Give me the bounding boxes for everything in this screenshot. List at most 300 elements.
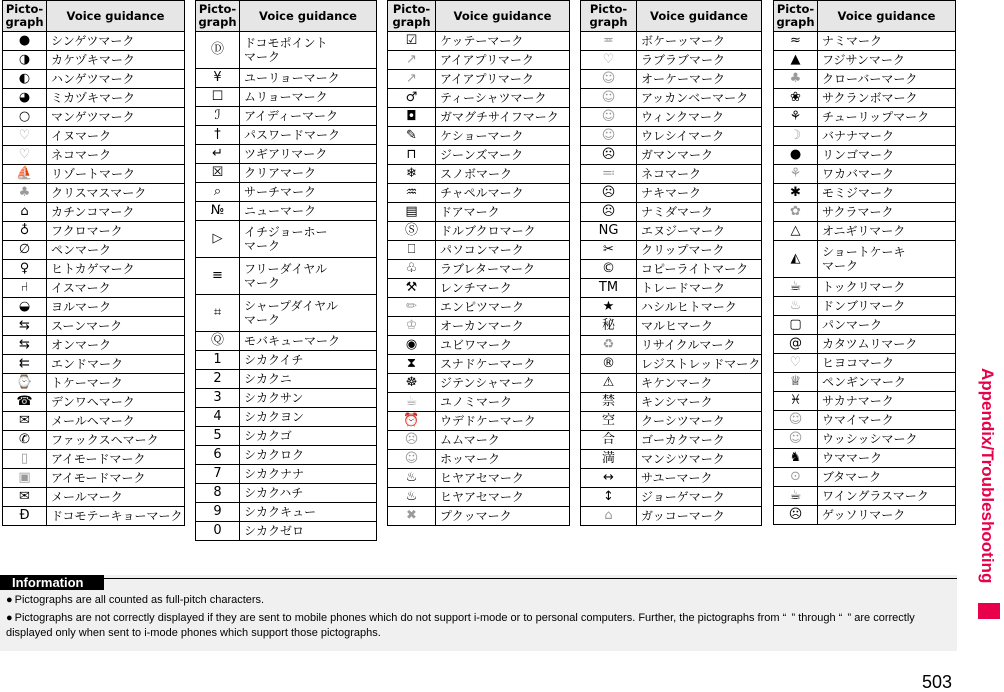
- voice-guidance-label: ガッコーマーク: [637, 507, 762, 526]
- picto-header: Picto- graph: [196, 1, 240, 32]
- voice-guidance-label: ペンマーク: [47, 241, 185, 260]
- pictograph-row: [581, 165, 762, 184]
- pictograph-icon: ⌂: [3, 203, 47, 222]
- voice-guidance-label: ウッシッシマーク: [818, 430, 956, 449]
- pictograph-row: [581, 507, 762, 526]
- voice-guidance-label: パンマーク: [818, 316, 956, 335]
- pictograph-row: [196, 503, 377, 522]
- voice-guidance-label: リンゴマーク: [818, 146, 956, 165]
- pictograph-row: [388, 355, 570, 374]
- pictograph-icon: ❀: [774, 89, 818, 108]
- pictograph-icon: ▢: [774, 316, 818, 335]
- voice-guidance-label: レジストレッドマーク: [637, 355, 762, 374]
- pictograph-icon: ♡: [3, 127, 47, 146]
- pictograph-row: [581, 108, 762, 127]
- voice-guidance-label: ゴーカクマーク: [637, 431, 762, 450]
- voice-guidance-label: オンマーク: [47, 336, 185, 355]
- voice-guidance-label: ショートケーキ マーク: [818, 241, 956, 278]
- pictograph-row: [196, 221, 377, 258]
- pictograph-icon: 秘: [581, 317, 637, 336]
- pictograph-icon: ♡: [774, 354, 818, 373]
- voice-guidance-label: キケンマーク: [637, 374, 762, 393]
- voice-guidance-label: ヒヤアセマーク: [436, 488, 570, 507]
- pictograph-row: [774, 165, 956, 184]
- pictograph-icon: ●: [774, 146, 818, 165]
- voice-guidance-label: シカクサン: [240, 389, 377, 408]
- pictograph-icon: ⊙: [774, 468, 818, 487]
- pictograph-icon: ☹: [581, 146, 637, 165]
- pictograph-table: [773, 0, 956, 525]
- voice-guidance-label: クーシツマーク: [637, 412, 762, 431]
- voice-guidance-label: トケーマーク: [47, 374, 185, 393]
- pictograph-icon: ✿: [774, 203, 818, 222]
- pictograph-row: [388, 412, 570, 431]
- pictograph-icon: ☺: [581, 108, 637, 127]
- pictograph-row: [196, 484, 377, 503]
- pictograph-icon: 5: [196, 427, 240, 446]
- pictograph-icon: ☕: [774, 487, 818, 506]
- voice-guidance-label: ヒヤアセマーク: [436, 469, 570, 488]
- pictograph-row: [581, 184, 762, 203]
- voice-header: Voice guidance: [436, 1, 570, 32]
- pictograph-row: [388, 279, 570, 298]
- voice-guidance-label: トックリマーク: [818, 278, 956, 297]
- pictograph-row: [581, 32, 762, 51]
- pictograph-table-col5: [773, 0, 956, 525]
- pictograph-row: [774, 297, 956, 316]
- voice-guidance-label: ワイングラスマーク: [818, 487, 956, 506]
- voice-guidance-label: クローバーマーク: [818, 70, 956, 89]
- pictograph-row: [774, 108, 956, 127]
- voice-guidance-label: ジョーゲマーク: [637, 488, 762, 507]
- information-list: [6, 593, 951, 644]
- voice-guidance-label: シカクヨン: [240, 408, 377, 427]
- pictograph-row: [3, 450, 185, 469]
- voice-guidance-label: メールマーク: [47, 488, 185, 507]
- picto-header: Picto- graph: [581, 1, 637, 32]
- voice-guidance-label: アイアプリマーク: [436, 51, 570, 70]
- pictograph-icon: ⇇: [3, 355, 47, 374]
- voice-guidance-label: ドコモポイント マーク: [240, 32, 377, 69]
- pictograph-row: [581, 51, 762, 70]
- voice-header: Voice guidance: [637, 1, 762, 32]
- pictograph-row: [581, 431, 762, 450]
- pictograph-icon: 空: [581, 412, 637, 431]
- pictograph-icon: ≈: [774, 32, 818, 51]
- voice-guidance-label: ツギアリマーク: [240, 145, 377, 164]
- pictograph-row: [388, 317, 570, 336]
- pictograph-row: [196, 465, 377, 484]
- pictograph-icon: ¥: [196, 69, 240, 88]
- voice-guidance-label: オニギリマーク: [818, 222, 956, 241]
- voice-guidance-label: マンシツマーク: [637, 450, 762, 469]
- pictograph-icon: 2: [196, 370, 240, 389]
- pictograph-row: [774, 373, 956, 392]
- pictograph-row: [388, 51, 570, 70]
- pictograph-row: [196, 183, 377, 202]
- pictograph-icon: 7: [196, 465, 240, 484]
- voice-guidance-label: フリーダイヤル マーク: [240, 258, 377, 295]
- pictograph-icon: ✱: [774, 184, 818, 203]
- voice-guidance-label: ファックスヘマーク: [47, 431, 185, 450]
- pictograph-row: [388, 431, 570, 450]
- pictograph-icon: 禁: [581, 393, 637, 412]
- pictograph-icon: Ⓠ: [196, 332, 240, 351]
- pictograph-table-col2: [195, 0, 377, 541]
- pictograph-row: [581, 241, 762, 260]
- pictograph-icon: ☽: [774, 127, 818, 146]
- pictograph-icon: ☸: [388, 374, 436, 393]
- pictograph-icon: ☺: [581, 70, 637, 89]
- information-box: [0, 575, 957, 651]
- pictograph-icon: ▷: [196, 221, 240, 258]
- pictograph-icon: ✎: [388, 127, 436, 146]
- pictograph-row: [3, 317, 185, 336]
- pictograph-table-col4: [580, 0, 762, 526]
- pictograph-row: [581, 222, 762, 241]
- pictograph-row: [196, 164, 377, 183]
- pictograph-icon: ✉: [3, 412, 47, 431]
- pictograph-icon: ∅: [3, 241, 47, 260]
- pictograph-row: [774, 146, 956, 165]
- pictograph-icon: 9: [196, 503, 240, 522]
- information-item: [6, 593, 951, 608]
- pictograph-icon: ⌕: [196, 183, 240, 202]
- voice-guidance-label: シンゲツマーク: [47, 32, 185, 51]
- pictograph-icon: ≕: [581, 165, 637, 184]
- voice-guidance-label: ナミマーク: [818, 32, 956, 51]
- voice-guidance-label: ユーリョーマーク: [240, 69, 377, 88]
- pictograph-row: [3, 355, 185, 374]
- pictograph-icon: ◕: [3, 89, 47, 108]
- voice-guidance-label: フジサンマーク: [818, 51, 956, 70]
- pictograph-row: [774, 278, 956, 297]
- pictograph-icon: ○: [3, 108, 47, 127]
- voice-guidance-label: アイモードマーク: [47, 469, 185, 488]
- pictograph-icon: ☕: [774, 278, 818, 297]
- pictograph-row: [3, 222, 185, 241]
- pictograph-icon: ☹: [581, 184, 637, 203]
- voice-guidance-label: シカクイチ: [240, 351, 377, 370]
- information-text: Pictographs are not correctly displayed if they are sent to mobile phones which do not support i-mode or to personal computers. Further, the pictographs from “ ” through “ ” are correctly displayed only when sent to i-mode phones which support those pictographs.: [6, 612, 915, 639]
- pictograph-icon: ☺: [388, 450, 436, 469]
- voice-guidance-label: ナキマーク: [637, 184, 762, 203]
- pictograph-table: [387, 0, 570, 526]
- voice-guidance-label: ティーシャツマーク: [436, 89, 570, 108]
- pictograph-icon: ✆: [3, 431, 47, 450]
- pictograph-row: [3, 241, 185, 260]
- voice-guidance-label: ガマンマーク: [637, 146, 762, 165]
- pictograph-icon: ◭: [774, 241, 818, 278]
- pictograph-row: [3, 412, 185, 431]
- voice-guidance-label: アイモードマーク: [47, 450, 185, 469]
- pictograph-row: [196, 258, 377, 295]
- side-tab-marker: [978, 603, 1000, 619]
- pictograph-row: [196, 370, 377, 389]
- pictograph-icon: ♧: [388, 260, 436, 279]
- pictograph-row: [388, 70, 570, 89]
- pictograph-row: [774, 506, 956, 525]
- page-number: 503: [922, 672, 953, 692]
- pictograph-row: [388, 336, 570, 355]
- information-item: [6, 611, 951, 641]
- pictograph-icon: ♻: [581, 336, 637, 355]
- voice-guidance-label: チューリップマーク: [818, 108, 956, 127]
- pictograph-icon: 6: [196, 446, 240, 465]
- pictograph-icon: ↗: [388, 70, 436, 89]
- pictograph-icon: ♨: [774, 297, 818, 316]
- pictograph-icon: ●: [3, 32, 47, 51]
- voice-guidance-label: ドコモテーキョーマーク: [47, 507, 185, 526]
- pictograph-icon: ⌂: [581, 507, 637, 526]
- pictograph-icon: ☹: [774, 506, 818, 525]
- pictograph-row: [774, 51, 956, 70]
- pictograph-icon: ☹: [388, 431, 436, 450]
- pictograph-row: [196, 69, 377, 88]
- pictograph-row: [3, 184, 185, 203]
- voice-guidance-label: ネコマーク: [637, 165, 762, 184]
- voice-guidance-label: エンドマーク: [47, 355, 185, 374]
- pictograph-row: [774, 430, 956, 449]
- pictograph-icon: ®: [581, 355, 637, 374]
- information-text: Pictographs are all counted as full-pitch characters.: [14, 594, 265, 606]
- pictograph-icon: ♡: [581, 51, 637, 70]
- pictograph-table: [580, 0, 762, 526]
- pictograph-row: [581, 469, 762, 488]
- voice-guidance-label: ジーンズマーク: [436, 146, 570, 165]
- pictograph-row: [196, 522, 377, 541]
- pictograph-row: [774, 32, 956, 51]
- pictograph-icon: ℐ: [196, 107, 240, 126]
- voice-guidance-label: バナナマーク: [818, 127, 956, 146]
- pictograph-icon: ✉: [3, 488, 47, 507]
- voice-guidance-label: ヨルマーク: [47, 298, 185, 317]
- voice-guidance-label: ドアマーク: [436, 203, 570, 222]
- voice-guidance-label: スナドケーマーク: [436, 355, 570, 374]
- pictograph-row: [581, 127, 762, 146]
- pictograph-row: [3, 108, 185, 127]
- pictograph-row: [196, 351, 377, 370]
- pictograph-icon: ♞: [774, 449, 818, 468]
- voice-guidance-label: ヒヨコマーク: [818, 354, 956, 373]
- pictograph-row: [388, 488, 570, 507]
- voice-guidance-label: パスワードマーク: [240, 126, 377, 145]
- pictograph-row: [774, 241, 956, 278]
- pictograph-row: [774, 89, 956, 108]
- pictograph-row: [581, 298, 762, 317]
- pictograph-row: [388, 89, 570, 108]
- voice-guidance-label: シカクナナ: [240, 465, 377, 484]
- pictograph-row: [3, 32, 185, 51]
- pictograph-row: [581, 70, 762, 89]
- pictograph-row: [774, 449, 956, 468]
- voice-guidance-label: ケショーマーク: [436, 127, 570, 146]
- pictograph-row: [3, 431, 185, 450]
- pictograph-icon: ★: [581, 298, 637, 317]
- pictograph-row: [3, 298, 185, 317]
- pictograph-row: [388, 298, 570, 317]
- pictograph-icon: ⚘: [774, 108, 818, 127]
- pictograph-icon: №: [196, 202, 240, 221]
- pictograph-icon: ◘: [388, 108, 436, 127]
- voice-guidance-label: イスマーク: [47, 279, 185, 298]
- voice-guidance-label: サクランボマーク: [818, 89, 956, 108]
- information-label: Information: [0, 575, 104, 590]
- voice-guidance-label: エンピツマーク: [436, 298, 570, 317]
- voice-guidance-label: デンワヘマーク: [47, 393, 185, 412]
- pictograph-row: [196, 446, 377, 465]
- pictograph-icon: ⚠: [581, 374, 637, 393]
- pictograph-icon: ◉: [388, 336, 436, 355]
- pictograph-icon: ♣: [3, 184, 47, 203]
- pictograph-row: [388, 241, 570, 260]
- pictograph-icon: †: [196, 126, 240, 145]
- pictograph-icon: ⚘: [774, 165, 818, 184]
- pictograph-row: [388, 127, 570, 146]
- pictograph-row: [774, 203, 956, 222]
- pictograph-icon: ☒: [196, 164, 240, 183]
- pictograph-row: [388, 393, 570, 412]
- pictograph-icon: ♨: [388, 469, 436, 488]
- pictograph-row: [196, 389, 377, 408]
- voice-guidance-label: ゲッソリマーク: [818, 506, 956, 525]
- voice-guidance-label: ガマグチサイフマーク: [436, 108, 570, 127]
- pictograph-row: [388, 450, 570, 469]
- pictograph-row: [774, 222, 956, 241]
- pictograph-icon: ⎕: [388, 241, 436, 260]
- pictograph-icon: ☑: [388, 32, 436, 51]
- pictograph-row: [3, 203, 185, 222]
- voice-guidance-label: ヒトカゲマーク: [47, 260, 185, 279]
- pictograph-row: [3, 260, 185, 279]
- pictograph-icon: @: [774, 335, 818, 354]
- voice-guidance-label: オーカンマーク: [436, 317, 570, 336]
- voice-guidance-label: ウデドケーマーク: [436, 412, 570, 431]
- pictograph-icon: 合: [581, 431, 637, 450]
- pictograph-row: [581, 450, 762, 469]
- pictograph-icon: ☕: [388, 393, 436, 412]
- bullet-icon: ●: [6, 594, 13, 606]
- pictograph-row: [196, 408, 377, 427]
- pictograph-row: [388, 507, 570, 526]
- pictograph-row: [3, 165, 185, 184]
- voice-guidance-label: ミカヅキマーク: [47, 89, 185, 108]
- voice-guidance-label: ユノミマーク: [436, 393, 570, 412]
- pictograph-table: [2, 0, 185, 526]
- voice-guidance-label: サクラマーク: [818, 203, 956, 222]
- voice-guidance-label: シャープダイヤル マーク: [240, 295, 377, 332]
- pictograph-icon: ♕: [774, 373, 818, 392]
- pictograph-icon: ♡: [3, 146, 47, 165]
- pictograph-row: [774, 392, 956, 411]
- voice-guidance-label: ブタマーク: [818, 468, 956, 487]
- pictograph-icon: ↕: [581, 488, 637, 507]
- pictograph-row: [388, 108, 570, 127]
- pictograph-icon: ↔: [581, 469, 637, 488]
- pictograph-row: [388, 165, 570, 184]
- voice-header: Voice guidance: [47, 1, 185, 32]
- pictograph-icon: ⌗: [196, 295, 240, 332]
- pictograph-icon: ▤: [388, 203, 436, 222]
- picto-header: Picto- graph: [3, 1, 47, 32]
- information-rule: [0, 578, 957, 579]
- pictograph-row: [774, 316, 956, 335]
- pictograph-row: [3, 89, 185, 108]
- pictograph-icon: 3: [196, 389, 240, 408]
- pictograph-row: [388, 260, 570, 279]
- pictograph-row: [774, 184, 956, 203]
- voice-guidance-label: キンシマーク: [637, 393, 762, 412]
- pictograph-row: [3, 70, 185, 89]
- voice-guidance-label: メールヘマーク: [47, 412, 185, 431]
- pictograph-icon: ♣: [774, 70, 818, 89]
- pictograph-icon: ◑: [3, 51, 47, 70]
- voice-guidance-label: サユーマーク: [637, 469, 762, 488]
- voice-guidance-label: ケッテーマーク: [436, 32, 570, 51]
- voice-guidance-label: ペンギンマーク: [818, 373, 956, 392]
- pictograph-icon: ❄: [388, 165, 436, 184]
- pictograph-icon: NG: [581, 222, 637, 241]
- voice-guidance-label: アイディーマーク: [240, 107, 377, 126]
- pictograph-row: [196, 145, 377, 164]
- pictograph-icon: 満: [581, 450, 637, 469]
- voice-guidance-label: ラブレターマーク: [436, 260, 570, 279]
- voice-guidance-label: ジテンシャマーク: [436, 374, 570, 393]
- voice-guidance-label: サーチマーク: [240, 183, 377, 202]
- pictograph-row: [3, 336, 185, 355]
- pictograph-icon: ◐: [3, 70, 47, 89]
- pictograph-row: [3, 279, 185, 298]
- voice-guidance-label: シカクゼロ: [240, 522, 377, 541]
- pictograph-row: [774, 411, 956, 430]
- pictograph-icon: ◒: [3, 298, 47, 317]
- voice-guidance-label: パソコンマーク: [436, 241, 570, 260]
- pictograph-row: [388, 146, 570, 165]
- pictograph-table-col3: [387, 0, 570, 526]
- pictograph-icon: ☺: [774, 430, 818, 449]
- pictograph-row: [581, 412, 762, 431]
- voice-guidance-label: レンチマーク: [436, 279, 570, 298]
- pictograph-table: [195, 0, 377, 541]
- pictograph-row: [3, 507, 185, 526]
- voice-guidance-label: ユビワマーク: [436, 336, 570, 355]
- pictograph-icon: ☺: [581, 89, 637, 108]
- voice-guidance-label: モバキューマーク: [240, 332, 377, 351]
- voice-guidance-label: ナミダマーク: [637, 203, 762, 222]
- voice-guidance-label: ホッマーク: [436, 450, 570, 469]
- pictograph-row: [581, 146, 762, 165]
- pictograph-row: [581, 393, 762, 412]
- pictograph-icon: 0: [196, 522, 240, 541]
- pictograph-icon: TM: [581, 279, 637, 298]
- pictograph-icon: ♂: [388, 89, 436, 108]
- voice-guidance-label: クリスマスマーク: [47, 184, 185, 203]
- voice-guidance-label: シカクロク: [240, 446, 377, 465]
- pictograph-row: [3, 393, 185, 412]
- pictograph-row: [774, 468, 956, 487]
- pictograph-row: [581, 260, 762, 279]
- voice-guidance-label: ウィンクマーク: [637, 108, 762, 127]
- pictograph-row: [581, 89, 762, 108]
- voice-guidance-label: イヌマーク: [47, 127, 185, 146]
- pictograph-row: [581, 317, 762, 336]
- voice-guidance-label: ニューマーク: [240, 202, 377, 221]
- voice-guidance-label: チャペルマーク: [436, 184, 570, 203]
- pictograph-icon: ↵: [196, 145, 240, 164]
- voice-guidance-label: ハンゲツマーク: [47, 70, 185, 89]
- voice-guidance-label: ウママーク: [818, 449, 956, 468]
- pictograph-row: [196, 107, 377, 126]
